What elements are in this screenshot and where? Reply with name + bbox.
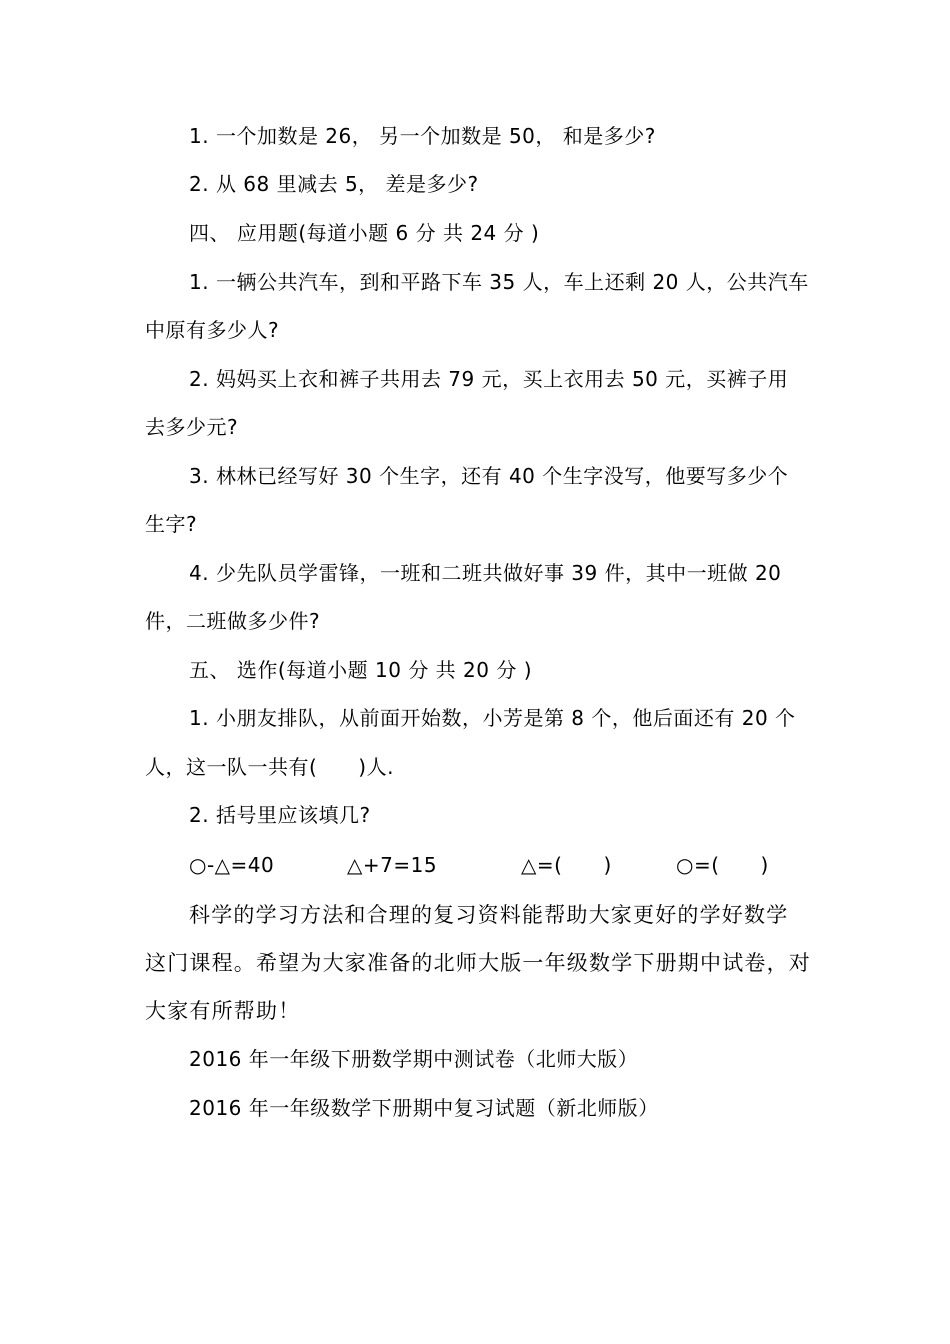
applied-question-4-line-1: 4. 少先队员学雷锋，一班和二班共做好事 39 件，其中一班做 20 bbox=[189, 561, 782, 585]
equation-row bbox=[0, 853, 950, 877]
optional-question-1-line-1: 1. 小朋友排队，从前面开始数，小芳是第 8 个，他后面还有 20 个 bbox=[189, 706, 796, 730]
equation-triangle-plus-seven: △+7=15 bbox=[347, 853, 438, 877]
section-heading-applied: 四、 应用题(每道小题 6 分 共 24 分 ) bbox=[189, 221, 540, 245]
applied-question-3-line-1: 3. 林林已经写好 30 个生字，还有 40 个生字没写，他要写多少个 bbox=[189, 464, 789, 488]
applied-question-4-line-2: 件，二班做多少件? bbox=[145, 609, 321, 633]
equation-triangle-blank: △=( ) bbox=[521, 853, 612, 877]
question-sum: 1. 一个加数是 26， 另一个加数是 50， 和是多少? bbox=[189, 124, 656, 148]
applied-question-1-line-1: 1. 一辆公共汽车，到和平路下车 35 人，车上还剩 20 人，公共汽车 bbox=[189, 270, 809, 294]
related-link-1[interactable]: 2016 年一年级下册数学期中测试卷（北师大版） bbox=[189, 1047, 639, 1071]
closing-paragraph-line-1: 科学的学习方法和合理的复习资料能帮助大家更好的学好数学 bbox=[189, 903, 789, 927]
applied-question-2-line-2: 去多少元? bbox=[145, 415, 239, 439]
section-heading-optional: 五、 选作(每道小题 10 分 共 20 分 ) bbox=[189, 658, 533, 682]
applied-question-3-line-2: 生字? bbox=[145, 512, 198, 536]
equation-circle-minus-triangle: ○-△=40 bbox=[189, 853, 275, 877]
applied-question-2-line-1: 2. 妈妈买上衣和裤子共用去 79 元，买上衣用去 50 元，买裤子用 bbox=[189, 367, 789, 391]
optional-question-2: 2. 括号里应该填几? bbox=[189, 803, 371, 827]
applied-question-1-line-2: 中原有多少人? bbox=[145, 318, 280, 342]
closing-paragraph-line-3: 大家有所帮助！ bbox=[145, 999, 301, 1023]
optional-question-1-line-2: 人，这一队一共有( )人. bbox=[145, 755, 394, 779]
closing-paragraph-line-2: 这门课程。希望为大家准备的北师大版一年级数学下册期中试卷，对 bbox=[145, 951, 811, 975]
equation-circle-blank: ○=( ) bbox=[676, 853, 769, 877]
question-difference: 2. 从 68 里减去 5， 差是多少? bbox=[189, 172, 479, 196]
related-link-2[interactable]: 2016 年一年级数学下册期中复习试题（新北师版） bbox=[189, 1096, 659, 1120]
